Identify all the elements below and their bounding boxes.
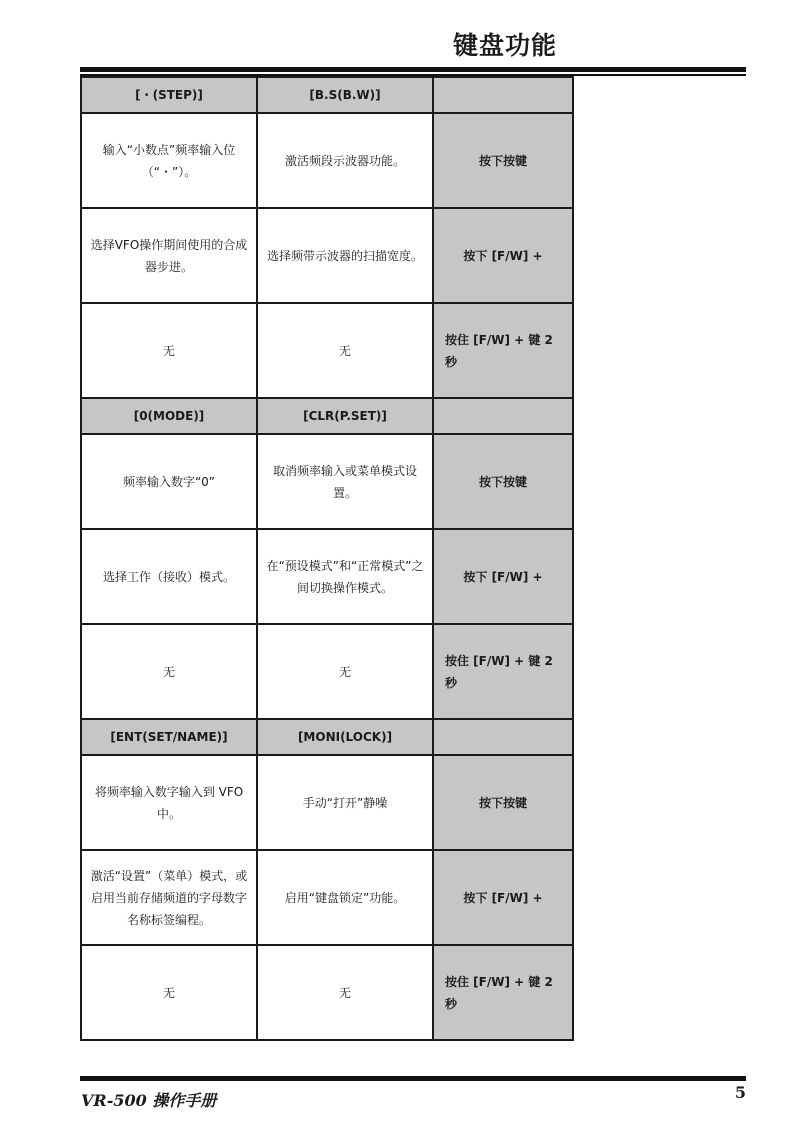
table-row [81, 529, 573, 624]
operation-cell: 按住 [F/W] + 键 2 秒 [433, 624, 573, 719]
table-row [81, 850, 573, 945]
function-cell: 启用“键盘锁定”功能。 [257, 850, 433, 945]
key-header-cell [433, 719, 573, 755]
operation-cell: 按下按键 [433, 755, 573, 850]
table-row [81, 303, 573, 398]
table-row [81, 113, 573, 208]
key-header-cell [433, 398, 573, 434]
function-cell: 手动“打开”静噪 [257, 755, 433, 850]
function-cell: 在“预设模式”和“正常模式”之间切换操作模式。 [257, 529, 433, 624]
function-cell: 无 [81, 624, 257, 719]
key-header-cell: [ENT(SET/NAME)] [81, 719, 257, 755]
page-title: 键盘功能 [452, 31, 557, 60]
operation-cell: 按下按键 [433, 434, 573, 529]
function-cell: 无 [257, 945, 433, 1040]
header-rule [80, 67, 746, 72]
function-cell: 取消频率输入或菜单模式设置。 [257, 434, 433, 529]
operation-cell: 按住 [F/W] + 键 2 秒 [433, 945, 573, 1040]
function-cell: 选择VFO操作期间使用的合成器步进。 [81, 208, 257, 303]
operation-cell: 按下 [F/W] + [433, 850, 573, 945]
key-header-cell: [MONI(LOCK)] [257, 719, 433, 755]
function-cell: 无 [81, 945, 257, 1040]
key-function-table [80, 76, 574, 1041]
section-header-row [81, 719, 573, 755]
key-header-cell: [0(MODE)] [81, 398, 257, 434]
key-header-cell [433, 77, 573, 113]
function-cell: 选择工作（接收）模式。 [81, 529, 257, 624]
operation-cell: 按下 [F/W] + [433, 529, 573, 624]
table-row [81, 624, 573, 719]
function-cell: 激活频段示波器功能。 [257, 113, 433, 208]
key-header-cell: [CLR(P.SET)] [257, 398, 433, 434]
key-header-cell: [B.S(B.W)] [257, 77, 433, 113]
operation-cell: 按下按键 [433, 113, 573, 208]
function-cell: 激活“设置”（菜单）模式，或启用当前存储频道的字母数字名称标签编程。 [81, 850, 257, 945]
function-cell: 无 [257, 303, 433, 398]
footer-rule [80, 1076, 746, 1081]
table-row [81, 755, 573, 850]
manual-title: VR-500 操作手册 [81, 1091, 217, 1110]
key-header-cell: [・(STEP)] [81, 77, 257, 113]
page-number: 5 [734, 1083, 746, 1102]
function-cell: 频率输入数字“0” [81, 434, 257, 529]
section-header-row [81, 398, 573, 434]
function-cell: 将频率输入数字输入到 VFO 中。 [81, 755, 257, 850]
function-cell: 无 [257, 624, 433, 719]
function-cell: 无 [81, 303, 257, 398]
table-row [81, 945, 573, 1040]
function-cell: 选择频带示波器的扫描宽度。 [257, 208, 433, 303]
table-row [81, 434, 573, 529]
table-row [81, 208, 573, 303]
section-header-row [81, 77, 573, 113]
operation-cell: 按下 [F/W] + [433, 208, 573, 303]
function-cell: 输入“小数点”频率输入位（“・”）。 [81, 113, 257, 208]
operation-cell: 按住 [F/W] + 键 2 秒 [433, 303, 573, 398]
